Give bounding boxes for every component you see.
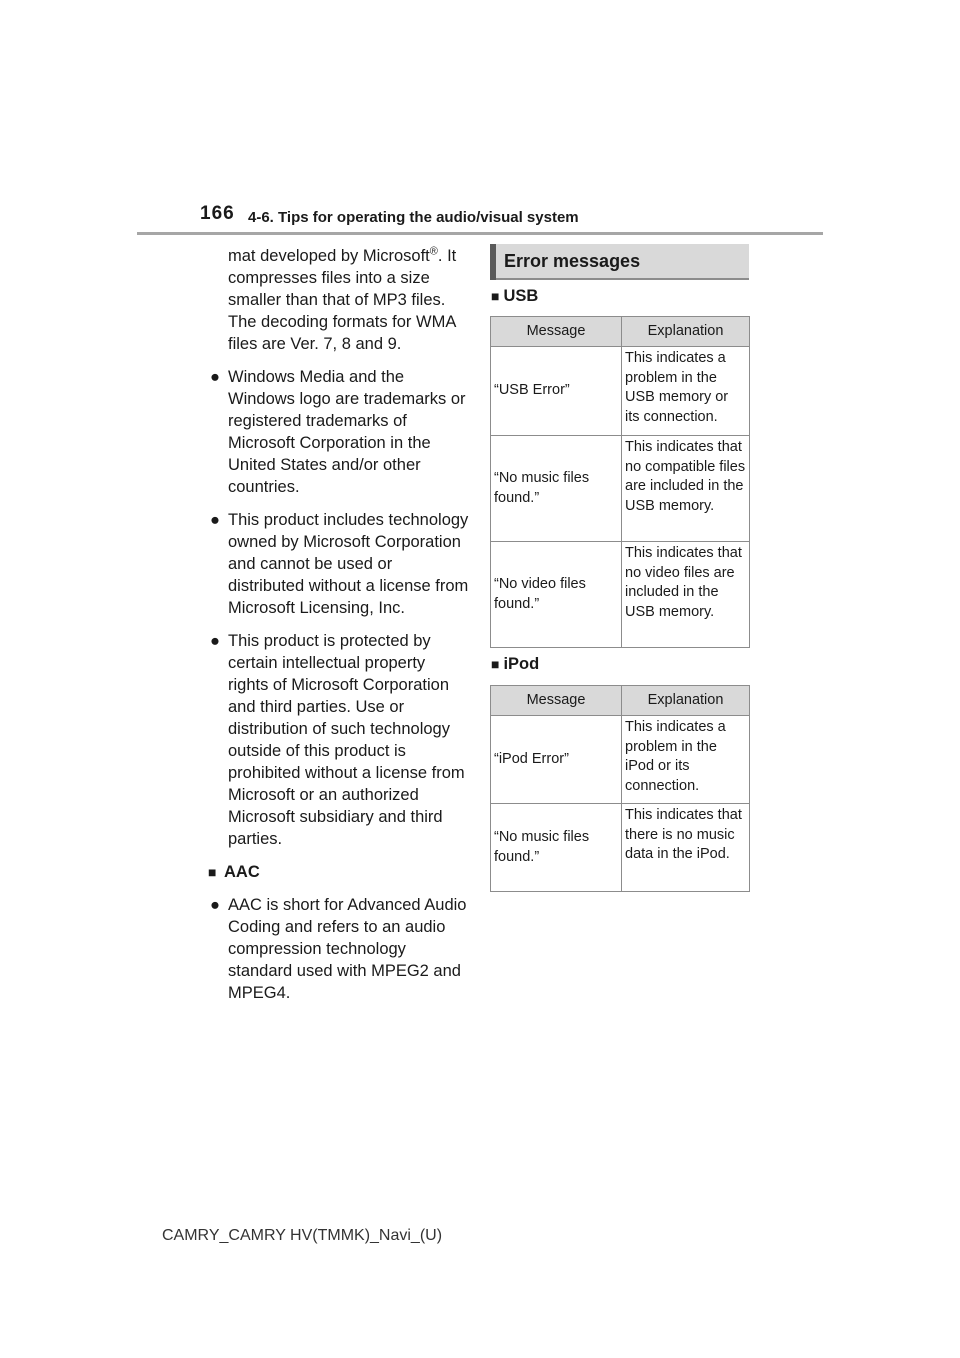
message-cell: “No music files found.” [491,436,622,542]
table-row [491,436,750,542]
usb-heading-text: USB [503,287,539,305]
explanation-cell: This indicates a problem in the iPod or its connection. [622,716,750,804]
bullet-technology-license [208,509,470,619]
wma-line1-end: . [437,247,443,265]
left-column [208,245,470,1015]
message-cell: “No music files found.” [491,804,622,892]
registered-mark: ® [429,245,438,258]
heading-accent-bar [490,244,496,280]
column-header-message: Message [491,686,622,716]
bullet-text: This product is protected by certain intellectual property rights of Microsoft Corporation and third parties. Use or distribution of such technology outside of this product is prohibited without a license from Microsoft or an authorized Microsoft subsidiary and third parties. [228,632,465,848]
error-messages-heading-box [490,244,749,280]
bullet-text: AAC is short for Advanced Audio Coding and refers to an audio compression technology standard used with MPEG2 and MPEG4. [228,896,467,1002]
table-header-row [491,686,750,716]
header-rule [137,232,823,235]
bullet-aac [208,894,470,1004]
explanation-cell: This indicates a problem in the USB memory or its connection. [622,347,750,436]
table-row [491,716,750,804]
bullet-text: Windows Media and the Windows logo are trademarks or registered trademarks of Microsoft Corporation in the United States and/or other countries. [228,368,466,496]
explanation-cell: This indicates that no video files are included in the USB memory. [622,542,750,648]
ipod-error-table [490,685,750,892]
ipod-heading-text: iPod [503,655,540,673]
column-header-explanation: Explanation [622,317,750,347]
page-number: 166 [200,203,235,224]
wma-line1: mat developed by Microsoft [228,247,430,265]
explanation-cell: This indicates that there is no music data in the iPod. [622,804,750,892]
error-messages-heading: Error messages [504,251,641,271]
bullet-icon: ● [210,632,220,650]
square-bullet-icon: ■ [491,288,500,304]
usb-error-table [490,316,750,648]
message-cell: “No video files found.” [491,542,622,648]
ipod-heading [491,655,539,674]
wma-rest: It compresses files into a size smaller than that of MP3 files. The decoding formats for WMA files are Ver. 7, 8 and 9. [228,247,457,353]
table-row [491,347,750,436]
section-title: 4-6. Tips for operating the audio/visual system [248,209,579,226]
bullet-text: This product includes technology owned by Microsoft Corporation and cannot be used or distributed without a license from Microsoft Licensing, Inc. [228,511,469,617]
square-bullet-icon: ■ [491,656,500,672]
column-header-message: Message [491,317,622,347]
bullet-intellectual-property [208,630,470,850]
table-row [491,804,750,892]
column-header-explanation: Explanation [622,686,750,716]
bullet-icon: ● [210,896,220,914]
message-cell: “USB Error” [491,347,622,436]
square-bullet-icon: ■ [208,864,217,880]
message-cell: “iPod Error” [491,716,622,804]
table-row [491,542,750,648]
bullet-icon: ● [210,511,220,529]
aac-heading-text: AAC [224,863,260,881]
wma-paragraph [208,245,470,355]
usb-heading [491,287,538,306]
table-header-row [491,317,750,347]
footer-model-text: CAMRY_CAMRY HV(TMMK)_Navi_(U) [162,1227,443,1244]
bullet-icon: ● [210,368,220,386]
explanation-cell: This indicates that no compatible files are included in the USB memory. [622,436,750,542]
bullet-windows-trademark [208,366,470,498]
aac-heading [208,861,470,883]
